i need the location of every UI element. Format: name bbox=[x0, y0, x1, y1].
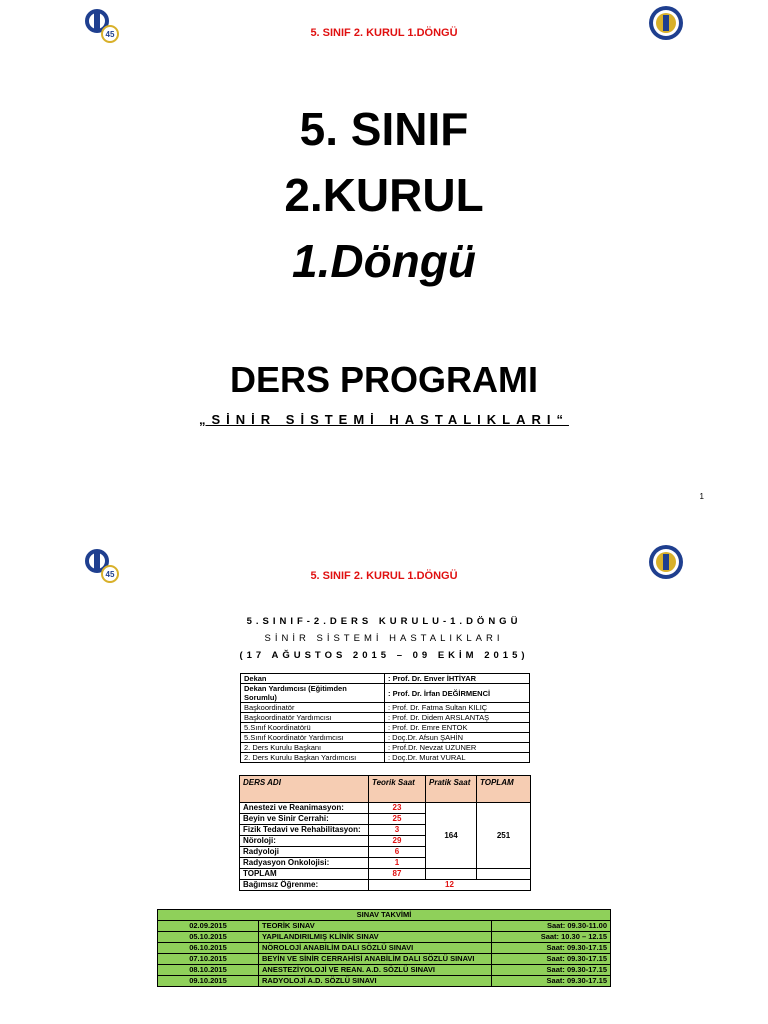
program-subtitle bbox=[0, 412, 768, 427]
page-header: 5. SINIF 2. KURUL 1.DÖNGÜ bbox=[310, 27, 458, 39]
course-teorik: 29 bbox=[369, 836, 426, 847]
staff-role: 2. Ders Kurulu Başkan Yardımcısı bbox=[241, 753, 385, 763]
table-row bbox=[158, 921, 611, 932]
committee-heading: 5.SINIF-2.DERS KURULU-1.DÖNGÜ bbox=[246, 616, 522, 627]
independent-learning-value: 12 bbox=[369, 880, 531, 891]
exam-calendar-table bbox=[157, 909, 611, 987]
page-number: 1 bbox=[699, 492, 704, 501]
table-row bbox=[240, 869, 531, 880]
page-header: 5. SINIF 2. KURUL 1.DÖNGÜ bbox=[310, 570, 458, 582]
course-name: Radyasyon Onkolojisi: bbox=[240, 858, 369, 869]
empty-cell bbox=[426, 869, 477, 880]
exam-date: 06.10.2015 bbox=[158, 943, 259, 954]
staff-name: : Prof. Dr. Fatma Sultan KILIÇ bbox=[385, 703, 530, 713]
table-row bbox=[240, 803, 531, 814]
course-teorik: 87 bbox=[369, 869, 426, 880]
staff-name: : Prof. Dr. Enver İHTİYAR bbox=[385, 674, 530, 684]
col-header-pratik: Pratik Saat bbox=[426, 776, 477, 803]
exam-name: NÖROLOJİ ANABİLİM DALI SÖZLÜ SINAVI bbox=[259, 943, 492, 954]
empty-cell bbox=[477, 869, 531, 880]
course-teorik: 23 bbox=[369, 803, 426, 814]
staff-table bbox=[240, 673, 530, 763]
staff-role: 5.Sınıf Koordinatörü bbox=[241, 723, 385, 733]
course-hours-table bbox=[239, 775, 531, 891]
staff-role: Başkoordinatör Yardımcısı bbox=[241, 713, 385, 723]
exam-date: 08.10.2015 bbox=[158, 965, 259, 976]
course-name: Anestezi ve Reanimasyon: bbox=[240, 803, 369, 814]
independent-learning-label: Bağımsız Öğrenme: bbox=[240, 880, 369, 891]
staff-role: Dekan Yardımcısı (Eğitimden Sorumlu) bbox=[241, 684, 385, 703]
exam-time: Saat: 09.30-17.15 bbox=[492, 943, 611, 954]
staff-row bbox=[241, 723, 530, 733]
logo-45-text: 45 bbox=[105, 570, 115, 579]
exam-name: ANESTEZİYOLOJİ VE REAN. A.D. SÖZLÜ SINAVI bbox=[259, 965, 492, 976]
table-row bbox=[240, 880, 531, 891]
title-dongu: 1.Döngü bbox=[292, 235, 476, 287]
table-header-row bbox=[240, 776, 531, 803]
course-teorik: 6 bbox=[369, 847, 426, 858]
staff-name: : Prof. Dr. Didem ARSLANTAŞ bbox=[385, 713, 530, 723]
staff-role: Başkoordinatör bbox=[241, 703, 385, 713]
ders-programi-heading: DERS PROGRAMI bbox=[229, 359, 539, 400]
table-row bbox=[158, 965, 611, 976]
exam-time: Saat: 09.30-11.00 bbox=[492, 921, 611, 932]
exam-calendar-title-row bbox=[158, 910, 611, 921]
staff-row bbox=[241, 713, 530, 723]
staff-name: : Prof. Dr. Emre ENTOK bbox=[385, 723, 530, 733]
staff-role: 5.Sınıf Koordinatör Yardımcısı bbox=[241, 733, 385, 743]
staff-name: : Doç.Dr. Afsun ŞAHİN bbox=[385, 733, 530, 743]
table-row bbox=[158, 943, 611, 954]
course-name: Radyoloji bbox=[240, 847, 369, 858]
table-row bbox=[158, 932, 611, 943]
staff-role: Dekan bbox=[241, 674, 385, 684]
course-teorik: 3 bbox=[369, 825, 426, 836]
col-header-teorik: Teorik Saat bbox=[369, 776, 426, 803]
exam-name: BEYİN VE SİNİR CERRAHİSİ ANABİLİM DALI SÖZLÜ SINAVI bbox=[259, 954, 492, 965]
staff-row bbox=[241, 703, 530, 713]
exam-date: 05.10.2015 bbox=[158, 932, 259, 943]
staff-name: : Prof. Dr. İrfan DEĞİRMENCİ bbox=[385, 684, 530, 703]
subtitle-text: „SİNİR SİSTEMİ HASTALIKLARI“ bbox=[199, 412, 569, 427]
exam-name: RADYOLOJİ A.D. SÖZLÜ SINAVI bbox=[259, 976, 492, 987]
exam-name: TEORİK SINAV bbox=[259, 921, 492, 932]
pratik-total: 164 bbox=[426, 803, 477, 869]
exam-calendar-title: SINAV TAKVİMİ bbox=[158, 910, 611, 921]
course-teorik: 1 bbox=[369, 858, 426, 869]
course-teorik: 25 bbox=[369, 814, 426, 825]
course-name: Nöroloji: bbox=[240, 836, 369, 847]
grand-total: 251 bbox=[477, 803, 531, 869]
staff-name: : Doç.Dr. Murat VURAL bbox=[385, 753, 530, 763]
course-name: Beyin ve Sinir Cerrahi: bbox=[240, 814, 369, 825]
course-name: Fizik Tedavi ve Rehabilitasyon: bbox=[240, 825, 369, 836]
col-header-ders-adi: DERS ADI bbox=[240, 776, 369, 803]
staff-row bbox=[241, 684, 530, 703]
exam-time: Saat: 10.30 – 12.15 bbox=[492, 932, 611, 943]
title-sinif: 5. SINIF bbox=[299, 103, 469, 155]
committee-subject: SİNİR SİSTEMİ HASTALIKLARI bbox=[264, 633, 504, 644]
exam-date: 02.09.2015 bbox=[158, 921, 259, 932]
title-kurul: 2.KURUL bbox=[284, 169, 484, 221]
course-name: TOPLAM bbox=[240, 869, 369, 880]
staff-role: 2. Ders Kurulu Başkanı bbox=[241, 743, 385, 753]
exam-date: 07.10.2015 bbox=[158, 954, 259, 965]
staff-row bbox=[241, 753, 530, 763]
table-row bbox=[158, 976, 611, 987]
staff-name: : Prof.Dr. Nevzat UZUNER bbox=[385, 743, 530, 753]
committee-dates: (17 AĞUSTOS 2015 – 09 EKİM 2015) bbox=[239, 650, 529, 661]
staff-row bbox=[241, 743, 530, 753]
staff-row bbox=[241, 733, 530, 743]
staff-row bbox=[241, 674, 530, 684]
exam-name: YAPILANDIRILMIŞ KLİNİK SINAV bbox=[259, 932, 492, 943]
exam-date: 09.10.2015 bbox=[158, 976, 259, 987]
exam-time: Saat: 09.30-17.15 bbox=[492, 976, 611, 987]
table-row bbox=[158, 954, 611, 965]
logo-45-text: 45 bbox=[105, 30, 115, 39]
exam-time: Saat: 09.30-17.15 bbox=[492, 965, 611, 976]
col-header-toplam: TOPLAM bbox=[477, 776, 531, 803]
exam-time: Saat: 09.30-17.15 bbox=[492, 954, 611, 965]
